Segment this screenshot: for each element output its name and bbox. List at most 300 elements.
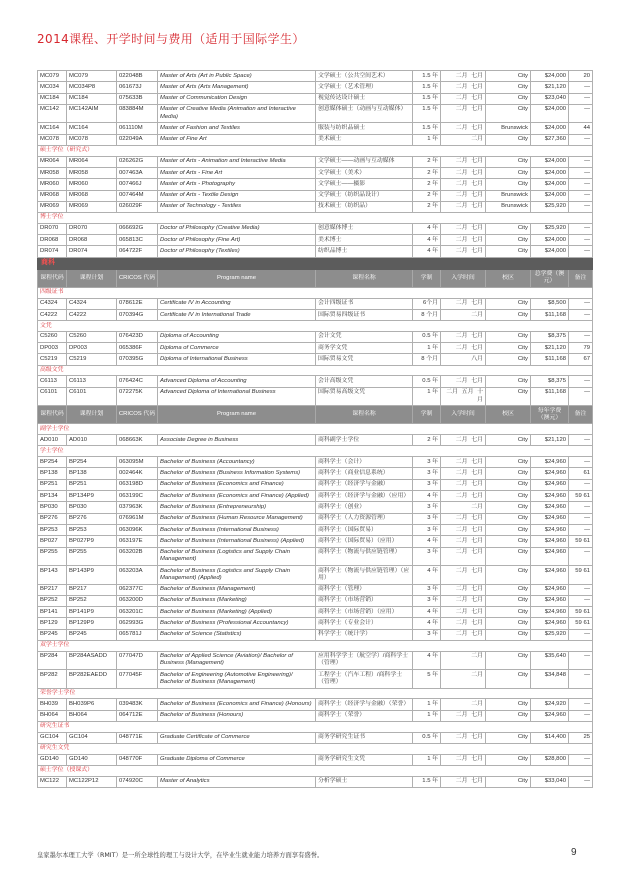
intake-cell: 二月 七月 xyxy=(441,201,486,212)
note-cell: — xyxy=(569,457,593,468)
fee-cell: $24,960 xyxy=(531,618,569,629)
header-program-name: Program name xyxy=(158,269,316,287)
course-code-cell: C6113 xyxy=(38,376,67,387)
intake-cell: 二月 七月 xyxy=(441,547,486,566)
course-row xyxy=(38,547,593,566)
duration-cell: 2 年 xyxy=(413,179,441,190)
duration-cell: 1.5 年 xyxy=(413,71,441,82)
intake-cell: 二月 xyxy=(441,670,486,689)
fee-cell: $11,168 xyxy=(531,354,569,365)
course-name-zh-cell: 商科学士（市场营销）（应用） xyxy=(316,607,413,618)
header-campus: 校区 xyxy=(486,269,531,287)
campus-cell: City xyxy=(486,536,531,547)
header-course-code: 课程代码 xyxy=(38,269,67,287)
header-note: 备注 xyxy=(569,269,593,287)
course-name-zh-cell: 国际贸易四级证书 xyxy=(316,309,413,320)
section-row xyxy=(38,321,593,332)
section-row xyxy=(38,765,593,776)
duration-cell: 2 年 xyxy=(413,167,441,178)
course-code-cell: MC034 xyxy=(38,82,67,93)
note-cell: — xyxy=(569,167,593,178)
intake-cell: 二月 七月 xyxy=(441,331,486,342)
cricos-code-cell: 065386F xyxy=(117,343,158,354)
campus-cell: City xyxy=(486,699,531,710)
fee-cell: $24,960 xyxy=(531,468,569,479)
duration-cell: 1 年 xyxy=(413,754,441,765)
cricos-code-cell: 062993G xyxy=(117,618,158,629)
section-label: 四级证书 xyxy=(38,287,593,298)
header-duration: 学制 xyxy=(413,269,441,287)
course-row xyxy=(38,179,593,190)
program-name-cell: Bachelor of Business (Accountancy) xyxy=(158,457,316,468)
duration-cell: 3 年 xyxy=(413,547,441,566)
course-name-zh-cell: 国际贸易高级文凭 xyxy=(316,387,413,406)
program-name-cell: Master of Arts - Textile Design xyxy=(158,190,316,201)
program-name-cell: Bachelor of Business (Human Resource Management) xyxy=(158,513,316,524)
duration-cell: 4 年 xyxy=(413,607,441,618)
course-code-cell: DR070 xyxy=(38,223,67,234)
section-row xyxy=(38,640,593,651)
program-plan-cell: BP276 xyxy=(67,513,117,524)
course-row xyxy=(38,566,593,585)
campus-cell: City xyxy=(486,618,531,629)
intake-cell: 二月 七月 xyxy=(441,167,486,178)
cricos-code-cell: 083884M xyxy=(117,104,158,123)
program-name-cell: Associate Degree in Business xyxy=(158,435,316,446)
faculty-band xyxy=(38,257,593,269)
page-title: 2014课程、开学时间与费用（适用于国际学生） xyxy=(37,32,305,46)
header-program-plan: 课程计划 xyxy=(67,269,117,287)
cricos-code-cell: 048771E xyxy=(117,732,158,743)
note-cell: — xyxy=(569,699,593,710)
course-code-cell: BP143 xyxy=(38,566,67,585)
course-row xyxy=(38,776,593,787)
cricos-code-cell: 070394G xyxy=(117,309,158,320)
course-name-zh-cell: 商科学士（创业） xyxy=(316,502,413,513)
duration-cell: 0.5 年 xyxy=(413,376,441,387)
duration-cell: 1 年 xyxy=(413,710,441,721)
note-cell: 59 61 xyxy=(569,536,593,547)
course-code-cell: BP245 xyxy=(38,629,67,640)
campus-cell: City xyxy=(486,732,531,743)
course-code-cell: MR060 xyxy=(38,179,67,190)
course-code-cell: BP129 xyxy=(38,618,67,629)
cricos-code-cell: 007466J xyxy=(117,179,158,190)
course-code-cell: MC184 xyxy=(38,93,67,104)
intake-cell: 二月 七月 xyxy=(441,754,486,765)
header-note: 备注 xyxy=(569,406,593,424)
duration-cell: 4 年 xyxy=(413,651,441,670)
intake-cell: 二月 七月 xyxy=(441,710,486,721)
campus-cell: City xyxy=(486,223,531,234)
duration-cell: 5 年 xyxy=(413,670,441,689)
note-cell: — xyxy=(569,134,593,145)
course-code-cell: DP003 xyxy=(38,343,67,354)
fee-cell: $24,960 xyxy=(531,479,569,490)
program-plan-cell: MC122P12 xyxy=(67,776,117,787)
course-code-cell: BP254 xyxy=(38,457,67,468)
program-plan-cell: MC184 xyxy=(67,93,117,104)
course-name-zh-cell: 技术硕士（纺织品） xyxy=(316,201,413,212)
intake-cell: 二月 七月 xyxy=(441,156,486,167)
intake-cell: 二月 七月 xyxy=(441,93,486,104)
intake-cell: 二月 七月 xyxy=(441,179,486,190)
course-row xyxy=(38,331,593,342)
duration-cell: 3 年 xyxy=(413,513,441,524)
course-code-cell: BH039 xyxy=(38,699,67,710)
intake-cell: 二月 xyxy=(441,699,486,710)
campus-cell: City xyxy=(486,468,531,479)
fee-cell: $23,040 xyxy=(531,93,569,104)
intake-cell: 二月 七月 xyxy=(441,618,486,629)
course-code-cell: C5260 xyxy=(38,331,67,342)
header-course-code: 课程代码 xyxy=(38,406,67,424)
cricos-code-cell: 076961M xyxy=(117,513,158,524)
course-row xyxy=(38,298,593,309)
note-cell: — xyxy=(569,104,593,123)
campus-cell: City xyxy=(486,595,531,606)
program-plan-cell: BP255 xyxy=(67,547,117,566)
program-plan-cell: GD140 xyxy=(67,754,117,765)
cricos-code-cell: 070395G xyxy=(117,354,158,365)
program-name-cell: Bachelor of Business (International Business) xyxy=(158,524,316,535)
program-name-cell: Doctor of Philosophy (Fine Art) xyxy=(158,235,316,246)
intake-cell: 二月 七月 xyxy=(441,584,486,595)
intake-cell: 二月 七月 xyxy=(441,246,486,257)
course-name-zh-cell: 商科学士（荣誉） xyxy=(316,710,413,721)
campus-cell: City xyxy=(486,354,531,365)
course-row xyxy=(38,167,593,178)
course-row xyxy=(38,536,593,547)
intake-cell: 二月 七月 xyxy=(441,82,486,93)
header-course-name-zh: 课程名称 xyxy=(316,269,413,287)
cricos-code-cell: 063200D xyxy=(117,595,158,606)
section-row xyxy=(38,365,593,376)
fee-cell: $28,800 xyxy=(531,754,569,765)
cricos-code-cell: 002464K xyxy=(117,468,158,479)
note-cell: — xyxy=(569,156,593,167)
course-fee-table xyxy=(37,70,593,788)
campus-cell: City xyxy=(486,298,531,309)
course-code-cell: MR069 xyxy=(38,201,67,212)
duration-cell: 3 年 xyxy=(413,502,441,513)
course-name-zh-cell: 商科学士（管理） xyxy=(316,584,413,595)
fee-cell: $24,960 xyxy=(531,607,569,618)
duration-cell: 1 年 xyxy=(413,134,441,145)
campus-cell: City xyxy=(486,156,531,167)
course-name-zh-cell: 商科学士（经济学与金融）（荣誉） xyxy=(316,699,413,710)
campus-cell: City xyxy=(486,104,531,123)
program-plan-cell: BP251 xyxy=(67,479,117,490)
header-intake: 入学时间 xyxy=(441,406,486,424)
campus-cell: Brunswick xyxy=(486,123,531,134)
course-name-zh-cell: 商科学士（人力资源管理） xyxy=(316,513,413,524)
course-name-zh-cell: 商务学研究生证书 xyxy=(316,732,413,743)
program-name-cell: Bachelor of Business (Logistics and Supply Chain Management) xyxy=(158,547,316,566)
cricos-code-cell: 065813C xyxy=(117,235,158,246)
section-row xyxy=(38,424,593,435)
duration-cell: 1 年 xyxy=(413,343,441,354)
section-label: 研究生证书 xyxy=(38,721,593,732)
duration-cell: 3 年 xyxy=(413,629,441,640)
duration-cell: 1.5 年 xyxy=(413,776,441,787)
program-plan-cell: BP284ASADD xyxy=(67,651,117,670)
course-row xyxy=(38,201,593,212)
note-cell: 59 61 xyxy=(569,566,593,585)
course-code-cell: MC078 xyxy=(38,134,67,145)
program-name-cell: Master of Arts (Art in Public Space) xyxy=(158,71,316,82)
course-code-cell: C4324 xyxy=(38,298,67,309)
cricos-code-cell: 061110M xyxy=(117,123,158,134)
campus-cell: Brunswick xyxy=(486,201,531,212)
intake-cell: 二月 七月 xyxy=(441,732,486,743)
fee-cell: $27,360 xyxy=(531,134,569,145)
note-cell: — xyxy=(569,246,593,257)
course-name-zh-cell: 商科学士（物流与供应链管理）（应用） xyxy=(316,566,413,585)
program-plan-cell: MR068 xyxy=(67,190,117,201)
program-plan-cell: MR060 xyxy=(67,179,117,190)
campus-cell: City xyxy=(486,331,531,342)
campus-cell: City xyxy=(486,71,531,82)
course-code-cell: MC164 xyxy=(38,123,67,134)
section-label: 双学士学位 xyxy=(38,640,593,651)
campus-cell: City xyxy=(486,309,531,320)
program-name-cell: Certificate IV in International Trade xyxy=(158,309,316,320)
course-row xyxy=(38,190,593,201)
note-cell: — xyxy=(569,201,593,212)
course-code-cell: DR074 xyxy=(38,246,67,257)
campus-cell: City xyxy=(486,435,531,446)
note-cell: — xyxy=(569,190,593,201)
program-plan-cell: MR058 xyxy=(67,167,117,178)
campus-cell: City xyxy=(486,134,531,145)
note-cell: — xyxy=(569,502,593,513)
fee-cell: $24,000 xyxy=(531,190,569,201)
course-row xyxy=(38,354,593,365)
cricos-code-cell: 026262G xyxy=(117,156,158,167)
intake-cell: 二月 七月 xyxy=(441,468,486,479)
duration-cell: 0.5 年 xyxy=(413,331,441,342)
note-cell: — xyxy=(569,376,593,387)
note-cell: — xyxy=(569,82,593,93)
header-cricos-code: CRICOS 代码 xyxy=(117,269,158,287)
course-name-zh-cell: 商务学文凭 xyxy=(316,343,413,354)
program-name-cell: Bachelor of Business (Business Information Systems) xyxy=(158,468,316,479)
intake-cell: 二月 七月 xyxy=(441,298,486,309)
program-plan-cell: BP030 xyxy=(67,502,117,513)
intake-cell: 二月 七月 xyxy=(441,104,486,123)
header-course-name-zh: 课程名称 xyxy=(316,406,413,424)
note-cell: 20 xyxy=(569,71,593,82)
note-cell: — xyxy=(569,584,593,595)
course-row xyxy=(38,754,593,765)
fee-cell: $24,960 xyxy=(531,536,569,547)
fee-cell: $24,000 xyxy=(531,167,569,178)
program-name-cell: Advanced Diploma of Accounting xyxy=(158,376,316,387)
section-label: 荣誉学士学位 xyxy=(38,688,593,699)
cricos-code-cell: 063096K xyxy=(117,524,158,535)
course-row xyxy=(38,71,593,82)
program-name-cell: Certificate IV in Accounting xyxy=(158,298,316,309)
course-row xyxy=(38,82,593,93)
intake-cell: 二月 七月 xyxy=(441,566,486,585)
fee-cell: $35,640 xyxy=(531,651,569,670)
note-cell: — xyxy=(569,754,593,765)
cricos-code-cell: 026029F xyxy=(117,201,158,212)
program-name-cell: Master of Fashion and Textiles xyxy=(158,123,316,134)
section-row xyxy=(38,688,593,699)
program-plan-cell: C6113 xyxy=(67,376,117,387)
note-cell: — xyxy=(569,595,593,606)
campus-cell: City xyxy=(486,343,531,354)
program-name-cell: Master of Arts - Fine Art xyxy=(158,167,316,178)
program-name-cell: Diploma of International Business xyxy=(158,354,316,365)
course-code-cell: BP141 xyxy=(38,607,67,618)
program-name-cell: Bachelor of Business (Entrepreneurship) xyxy=(158,502,316,513)
course-code-cell: BP138 xyxy=(38,468,67,479)
course-name-zh-cell: 商科学士（国际贸易）（应用） xyxy=(316,536,413,547)
program-plan-cell: MC079 xyxy=(67,71,117,82)
fee-cell: $11,168 xyxy=(531,309,569,320)
course-code-cell: BP217 xyxy=(38,584,67,595)
course-name-zh-cell: 商科学士（专业会计） xyxy=(316,618,413,629)
cricos-code-cell: 078612E xyxy=(117,298,158,309)
section-row xyxy=(38,721,593,732)
section-label: 高级文凭 xyxy=(38,365,593,376)
program-name-cell: Graduate Diploma of Commerce xyxy=(158,754,316,765)
campus-cell: Brunswick xyxy=(486,190,531,201)
program-name-cell: Master of Creative Media (Animation and Interactive Media) xyxy=(158,104,316,123)
course-code-cell: BP282 xyxy=(38,670,67,689)
footer-text: 皇家墨尔本理工大学（RMIT）是一所全球性的理工与设计大学，在毕业生就业能力培养方面享有盛誉。 xyxy=(37,852,324,859)
course-name-zh-cell: 文学硕士（艺术管理） xyxy=(316,82,413,93)
note-cell: — xyxy=(569,179,593,190)
campus-cell: City xyxy=(486,479,531,490)
cricos-code-cell: 037963K xyxy=(117,502,158,513)
course-row xyxy=(38,104,593,123)
course-row xyxy=(38,595,593,606)
intake-cell: 二月 七月 xyxy=(441,190,486,201)
duration-cell: 3 年 xyxy=(413,584,441,595)
program-name-cell: Advanced Diploma of International Business xyxy=(158,387,316,406)
course-code-cell: BP252 xyxy=(38,595,67,606)
note-cell: 59 61 xyxy=(569,618,593,629)
fee-cell: $24,000 xyxy=(531,123,569,134)
course-name-zh-cell: 商科学士（市场营销） xyxy=(316,595,413,606)
section-row xyxy=(38,446,593,457)
program-plan-cell: MR069 xyxy=(67,201,117,212)
fee-cell: $24,000 xyxy=(531,179,569,190)
course-row xyxy=(38,468,593,479)
cricos-code-cell: 076423D xyxy=(117,331,158,342)
program-plan-cell: BP129P9 xyxy=(67,618,117,629)
cricos-code-cell: 022049A xyxy=(117,134,158,145)
cricos-code-cell: 075633B xyxy=(117,93,158,104)
note-cell: — xyxy=(569,651,593,670)
program-plan-cell: BP141P9 xyxy=(67,607,117,618)
section-label: 文凭 xyxy=(38,321,593,332)
campus-cell: City xyxy=(486,502,531,513)
course-name-zh-cell: 美术硕士 xyxy=(316,134,413,145)
course-code-cell: MC079 xyxy=(38,71,67,82)
section-label: 博士学位 xyxy=(38,213,593,224)
program-name-cell: Doctor of Philosophy (Creative Media) xyxy=(158,223,316,234)
program-name-cell: Master of Analytics xyxy=(158,776,316,787)
program-name-cell: Bachelor of Business (Logistics and Supply Chain Management) (Applied) xyxy=(158,566,316,585)
fee-cell: $24,960 xyxy=(531,513,569,524)
cricos-code-cell: 048770F xyxy=(117,754,158,765)
header-program-name: Program name xyxy=(158,406,316,424)
campus-cell: City xyxy=(486,710,531,721)
note-cell: 59 61 xyxy=(569,607,593,618)
course-name-zh-cell: 文学硕士（公共空间艺术） xyxy=(316,71,413,82)
program-name-cell: Master of Fine Art xyxy=(158,134,316,145)
course-code-cell: BH064 xyxy=(38,710,67,721)
fee-cell: $24,960 xyxy=(531,710,569,721)
header-fee: 每年学费（澳元） xyxy=(531,406,569,424)
course-row xyxy=(38,435,593,446)
intake-cell: 二月 七月 xyxy=(441,595,486,606)
program-plan-cell: MR064 xyxy=(67,156,117,167)
fee-cell: $24,960 xyxy=(531,595,569,606)
course-row xyxy=(38,93,593,104)
header-fee: 总学费（澳元） xyxy=(531,269,569,287)
header-intake: 入学时间 xyxy=(441,269,486,287)
program-plan-cell: MC142AIM xyxy=(67,104,117,123)
course-name-zh-cell: 文学硕士——摄影 xyxy=(316,179,413,190)
cricos-code-cell: 007464M xyxy=(117,190,158,201)
program-plan-cell: BP245 xyxy=(67,629,117,640)
intake-cell: 二月 七月 xyxy=(441,223,486,234)
fee-cell: $21,120 xyxy=(531,82,569,93)
course-row xyxy=(38,670,593,689)
program-plan-cell: DR070 xyxy=(67,223,117,234)
program-plan-cell: DR068 xyxy=(67,235,117,246)
course-code-cell: GC104 xyxy=(38,732,67,743)
course-name-zh-cell: 服装与纺织品硕士 xyxy=(316,123,413,134)
course-row xyxy=(38,710,593,721)
cricos-code-cell: 039483K xyxy=(117,699,158,710)
cricos-code-cell: 007463A xyxy=(117,167,158,178)
duration-cell: 1.5 年 xyxy=(413,82,441,93)
campus-cell: City xyxy=(486,584,531,595)
course-row xyxy=(38,491,593,502)
campus-cell: City xyxy=(486,167,531,178)
duration-cell: 4 年 xyxy=(413,618,441,629)
program-plan-cell: C5260 xyxy=(67,331,117,342)
fee-cell: $11,168 xyxy=(531,387,569,406)
program-plan-cell: BP027P9 xyxy=(67,536,117,547)
course-code-cell: GD140 xyxy=(38,754,67,765)
course-row xyxy=(38,156,593,167)
campus-cell: City xyxy=(486,754,531,765)
course-row xyxy=(38,387,593,406)
cricos-code-cell: 072275K xyxy=(117,387,158,406)
course-name-zh-cell: 工程学士（汽车工程）/商科学士（管理） xyxy=(316,670,413,689)
program-name-cell: Bachelor of Business (International Business) (Applied) xyxy=(158,536,316,547)
campus-cell: City xyxy=(486,246,531,257)
intake-cell: 二月 七月 xyxy=(441,491,486,502)
course-row xyxy=(38,584,593,595)
cricos-code-cell: 063199C xyxy=(117,491,158,502)
program-plan-cell: C4222 xyxy=(67,309,117,320)
campus-cell: City xyxy=(486,547,531,566)
course-name-zh-cell: 商科副学士学位 xyxy=(316,435,413,446)
course-code-cell: C6101 xyxy=(38,387,67,406)
program-name-cell: Bachelor of Applied Science (Aviation)/ Bachelor of Business (Management) xyxy=(158,651,316,670)
duration-cell: 3 年 xyxy=(413,524,441,535)
program-plan-cell: BP254 xyxy=(67,457,117,468)
